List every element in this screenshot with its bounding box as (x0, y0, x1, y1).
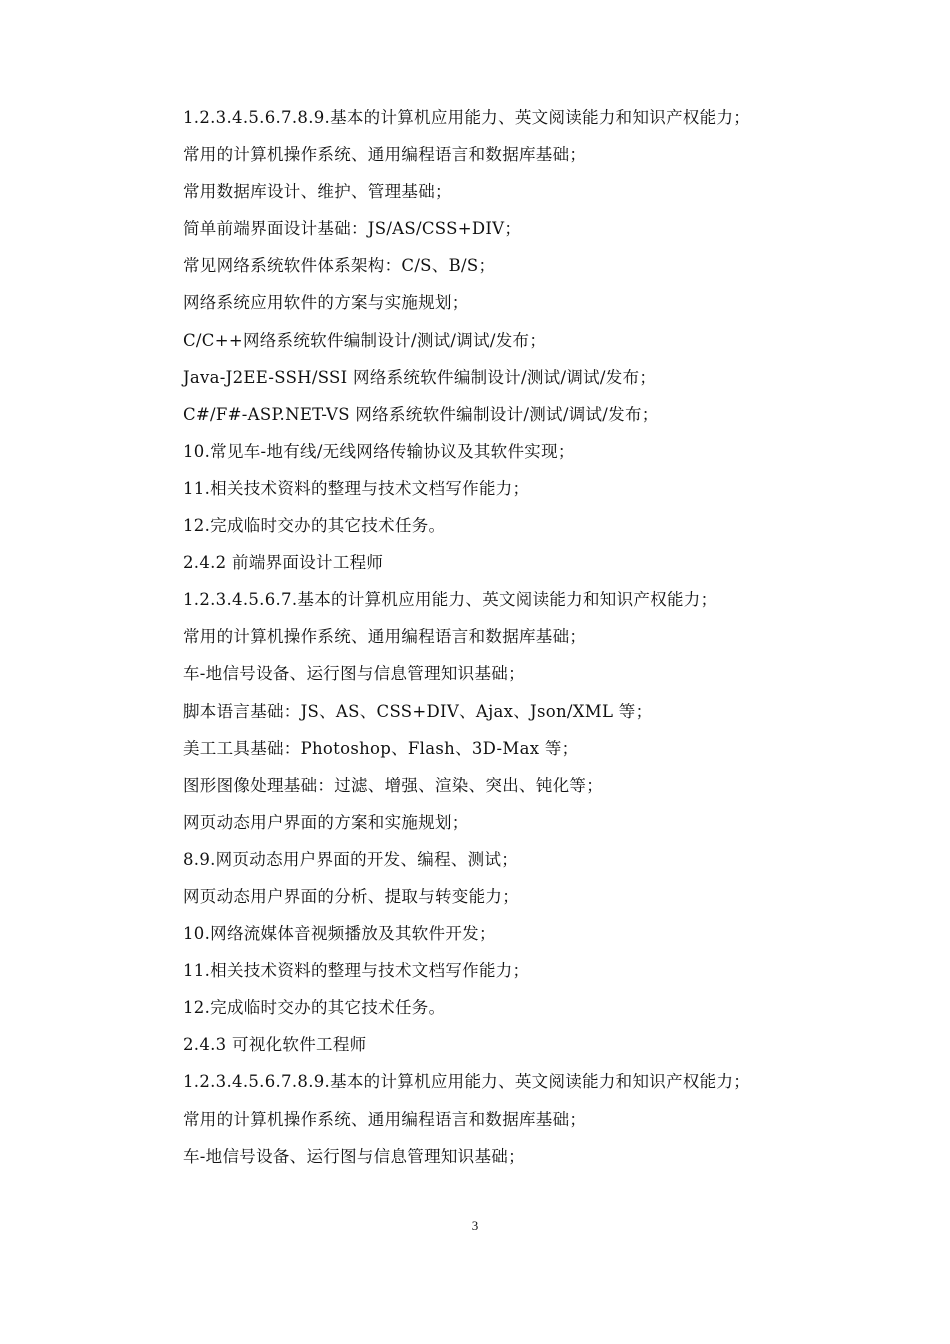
text-line: C/C++网络系统软件编制设计/测试/调试/发布； (183, 330, 547, 350)
text-line: 12.完成临时交办的其它技术任务。 (183, 998, 446, 1018)
text-line: 1.2.3.4.5.6.7.8.9.基本的计算机应用能力、英文阅读能力和知识产权能力； (183, 1072, 751, 1092)
text-line: 10.常见车-地有线/无线网络传输协议及其软件实现； (183, 441, 575, 461)
text-line: 车-地信号设备、运行图与信息管理知识基础； (183, 664, 525, 684)
text-line: 网页动态用户界面的方案和实施规划； (183, 812, 469, 832)
text-line: 常用的计算机操作系统、通用编程语言和数据库基础； (183, 145, 587, 165)
text-line: 简单前端界面设计基础：JS/AS/CSS+DIV； (183, 219, 522, 239)
text-line: 车-地信号设备、运行图与信息管理知识基础； (183, 1146, 525, 1166)
section-heading: 2.4.3 可视化软件工程师 (183, 1035, 367, 1055)
text-line: 常见网络系统软件体系架构：C/S、B/S； (183, 256, 496, 276)
text-line: 8.9.网页动态用户界面的开发、编程、测试； (183, 849, 519, 869)
text-line: 12.完成临时交办的其它技术任务。 (183, 516, 446, 536)
section-heading: 2.4.2 前端界面设计工程师 (183, 553, 384, 573)
text-line: 11.相关技术资料的整理与技术文档写作能力； (183, 478, 530, 498)
text-line: 常用的计算机操作系统、通用编程语言和数据库基础； (183, 627, 587, 647)
text-line: 网络系统应用软件的方案与实施规划； (183, 293, 469, 313)
text-line: 网页动态用户界面的分析、提取与转变能力； (183, 886, 519, 906)
document-body (183, 105, 883, 1181)
text-line: 图形图像处理基础：过滤、增强、渲染、突出、钝化等； (183, 775, 603, 795)
text-line: 1.2.3.4.5.6.7.基本的计算机应用能力、英文阅读能力和知识产权能力； (183, 590, 718, 610)
text-line: 美工工具基础：Photoshop、Flash、3D-Max 等； (183, 738, 579, 758)
text-line: C#/F#-ASP.NET-VS 网络系统软件编制设计/测试/调试/发布； (183, 404, 659, 424)
page-number: 3 (471, 1218, 479, 1233)
text-line: 11.相关技术资料的整理与技术文档写作能力； (183, 961, 530, 981)
text-line: 常用数据库设计、维护、管理基础； (183, 182, 452, 202)
text-line: 1.2.3.4.5.6.7.8.9.基本的计算机应用能力、英文阅读能力和知识产权能力； (183, 108, 751, 127)
text-line: 10.网络流媒体音视频播放及其软件开发； (183, 924, 496, 944)
text-line: 常用的计算机操作系统、通用编程语言和数据库基础； (183, 1109, 587, 1129)
text-line: 脚本语言基础：JS、AS、CSS+DIV、Ajax、Json/XML 等； (183, 701, 653, 721)
text-line: Java-J2EE-SSH/SSI 网络系统软件编制设计/测试/调试/发布； (183, 367, 657, 387)
